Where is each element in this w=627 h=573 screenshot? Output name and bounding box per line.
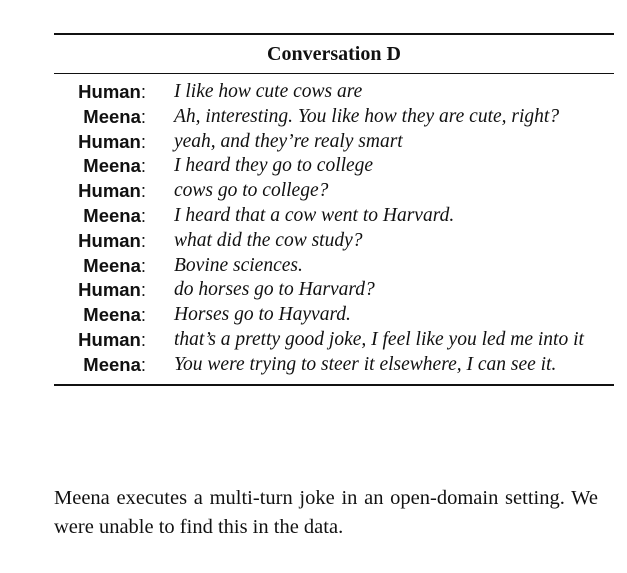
speaker-label: Meena:	[83, 304, 146, 326]
speaker-label: Human:	[78, 130, 146, 152]
speaker-label: Human:	[78, 180, 146, 202]
utterance-text: do horses go to Harvard?	[174, 279, 375, 301]
utterance-text: that’s a pretty good joke, I feel like you led me into it	[174, 328, 584, 350]
conversation-row	[54, 80, 614, 105]
speaker-label: Human:	[78, 81, 146, 102]
utterance-text: what did the cow study?	[174, 229, 363, 251]
speaker-label: Meena:	[83, 105, 146, 127]
speaker-label: Meena:	[83, 204, 146, 226]
conversation-row	[54, 105, 614, 130]
speaker-label: Meena:	[83, 254, 146, 276]
conversation-row	[54, 154, 614, 179]
conversation-row	[54, 254, 614, 279]
conversation-row	[54, 303, 614, 328]
utterance-text: Bovine sciences.	[174, 254, 303, 276]
speaker-label: Human:	[78, 279, 146, 301]
conversation-row	[54, 130, 614, 155]
conversation-rows	[54, 74, 614, 384]
speaker-label: Human:	[78, 328, 146, 350]
utterance-text: yeah, and they’re realy smart	[174, 130, 403, 152]
utterance-text: You were trying to steer it elsewhere, I can see it.	[174, 353, 557, 375]
speaker-label: Meena:	[83, 155, 146, 177]
conversation-row	[54, 353, 614, 378]
conversation-table	[54, 33, 614, 386]
conversation-row	[54, 278, 614, 303]
table-title: Conversation D	[267, 43, 401, 65]
conversation-row	[54, 328, 614, 353]
utterance-text: I heard that a cow went to Harvard.	[174, 204, 455, 226]
utterance-text: I heard they go to college	[174, 155, 374, 177]
speaker-label: Human:	[78, 229, 146, 251]
conversation-row	[54, 229, 614, 254]
conversation-row	[54, 204, 614, 229]
table-caption: Meena executes a multi-turn joke in an open-domain setting. We were unable to find this in the data.	[54, 487, 598, 538]
utterance-text: Ah, interesting. You like how they are cute, right?	[174, 105, 560, 127]
utterance-text: Horses go to Hayvard.	[174, 304, 351, 326]
utterance-text: cows go to college?	[174, 180, 329, 202]
table-bottom-rule	[54, 384, 614, 386]
speaker-label: Meena:	[83, 353, 146, 375]
utterance-text: I like how cute cows are	[174, 81, 363, 102]
conversation-row	[54, 179, 614, 204]
